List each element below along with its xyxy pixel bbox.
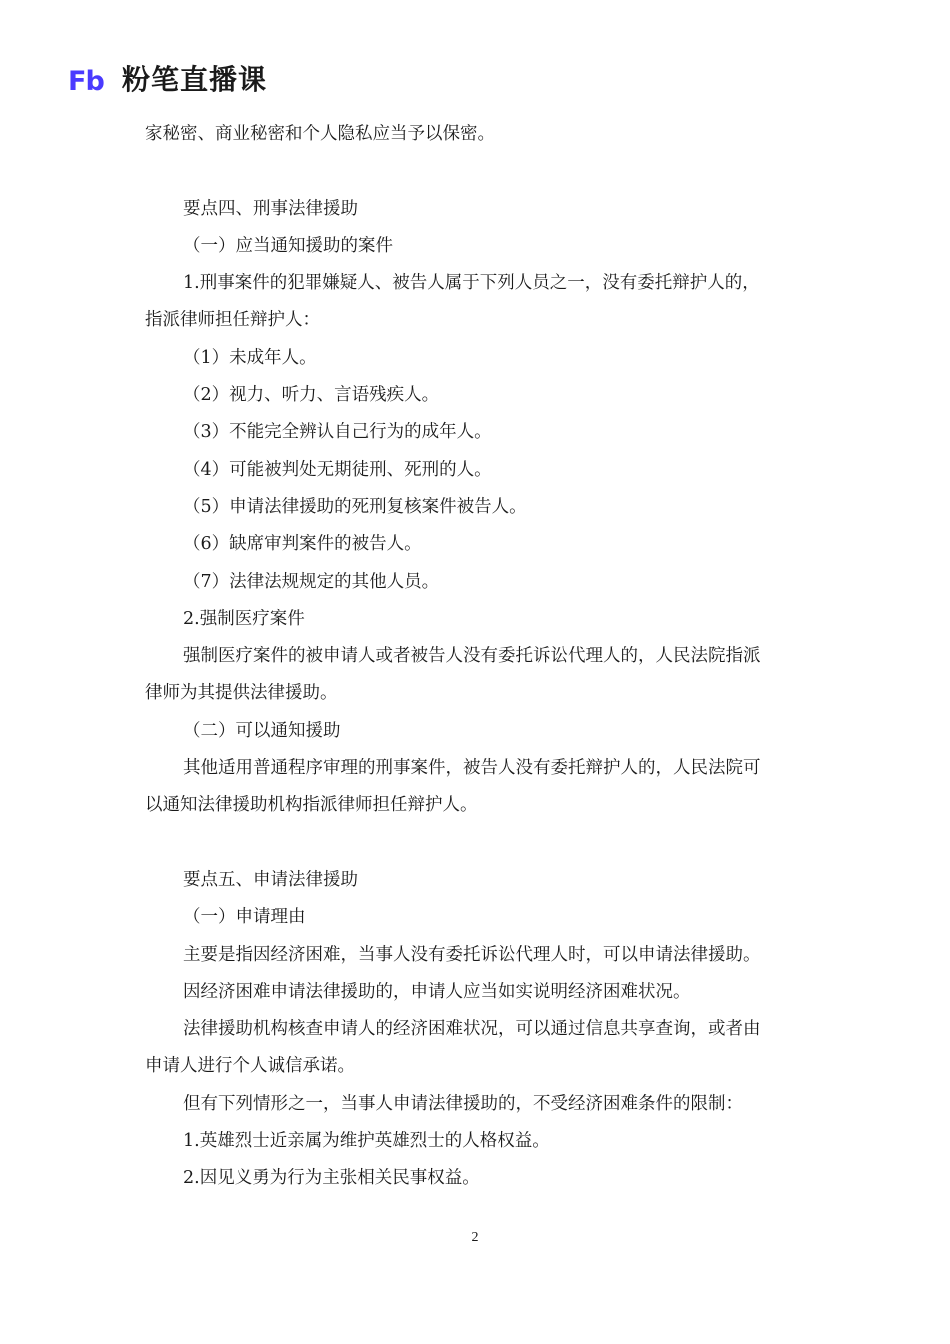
text-line: 强制医疗案件的被申请人或者被告人没有委托诉讼代理人的，人民法院指派 — [183, 646, 761, 667]
list-item: （6）缺席审判案件的被告人。 — [183, 534, 422, 555]
text-line: 律师为其提供法律援助。 — [145, 683, 338, 704]
svg-text:Fb: Fb — [68, 66, 104, 95]
list-item: （1）未成年人。 — [183, 347, 317, 368]
text-line: 主要是指因经济困难，当事人没有委托诉讼代理人时，可以申请法律援助。 — [183, 944, 761, 965]
brand-logo — [68, 62, 267, 98]
subsection-heading: （二）可以通知援助 — [183, 720, 341, 741]
list-item: （5）申请法律援助的死刑复核案件被告人。 — [183, 496, 527, 517]
list-item: （7）法律法规规定的其他人员。 — [183, 571, 440, 592]
page-number: 2 — [471, 1230, 479, 1245]
blank-line — [145, 825, 810, 862]
text-line: 申请人进行个人诚信承诺。 — [145, 1056, 355, 1077]
fb-logo-icon — [68, 65, 116, 95]
section-heading: 要点五、申请法律援助 — [183, 869, 358, 890]
subsection-heading: （一）申请理由 — [183, 907, 306, 928]
text-line: 其他适用普通程序审理的刑事案件，被告人没有委托辩护人的，人民法院可 — [183, 758, 761, 779]
list-item: 1.英雄烈士近亲属为维护英雄烈士的人格权益。 — [183, 1131, 550, 1152]
text-line: 以通知法律援助机构指派律师担任辩护人。 — [145, 795, 478, 816]
text-line: 家秘密、商业秘密和个人隐私应当予以保密。 — [145, 124, 495, 144]
text-line: 2.强制医疗案件 — [183, 608, 305, 629]
text-line: 1.刑事案件的犯罪嫌疑人、被告人属于下列人员之一，没有委托辩护人的， — [183, 273, 760, 294]
text-line: 但有下列情形之一，当事人申请法律援助的，不受经济困难条件的限制： — [183, 1093, 743, 1114]
brand-name: 粉笔直播课 — [122, 63, 268, 96]
text-line: 法律援助机构核查申请人的经济困难状况，可以通过信息共享查询，或者由 — [183, 1019, 761, 1040]
text-line: 因经济困难申请法律援助的，申请人应当如实说明经济困难状况。 — [183, 981, 691, 1002]
section-heading: 要点四、刑事法律援助 — [183, 198, 358, 219]
subsection-heading: （一）应当通知援助的案件 — [183, 235, 393, 256]
text-line: 指派律师担任辩护人： — [145, 310, 320, 331]
list-item: （4）可能被判处无期徒刑、死刑的人。 — [183, 459, 492, 480]
blank-line — [145, 153, 810, 190]
list-item: 2.因见义勇为行为主张相关民事权益。 — [183, 1168, 480, 1189]
list-item: （3）不能完全辨认自己行为的成年人。 — [183, 422, 492, 443]
list-item: （2）视力、听力、言语残疾人。 — [183, 385, 440, 406]
document-body — [145, 116, 810, 1198]
